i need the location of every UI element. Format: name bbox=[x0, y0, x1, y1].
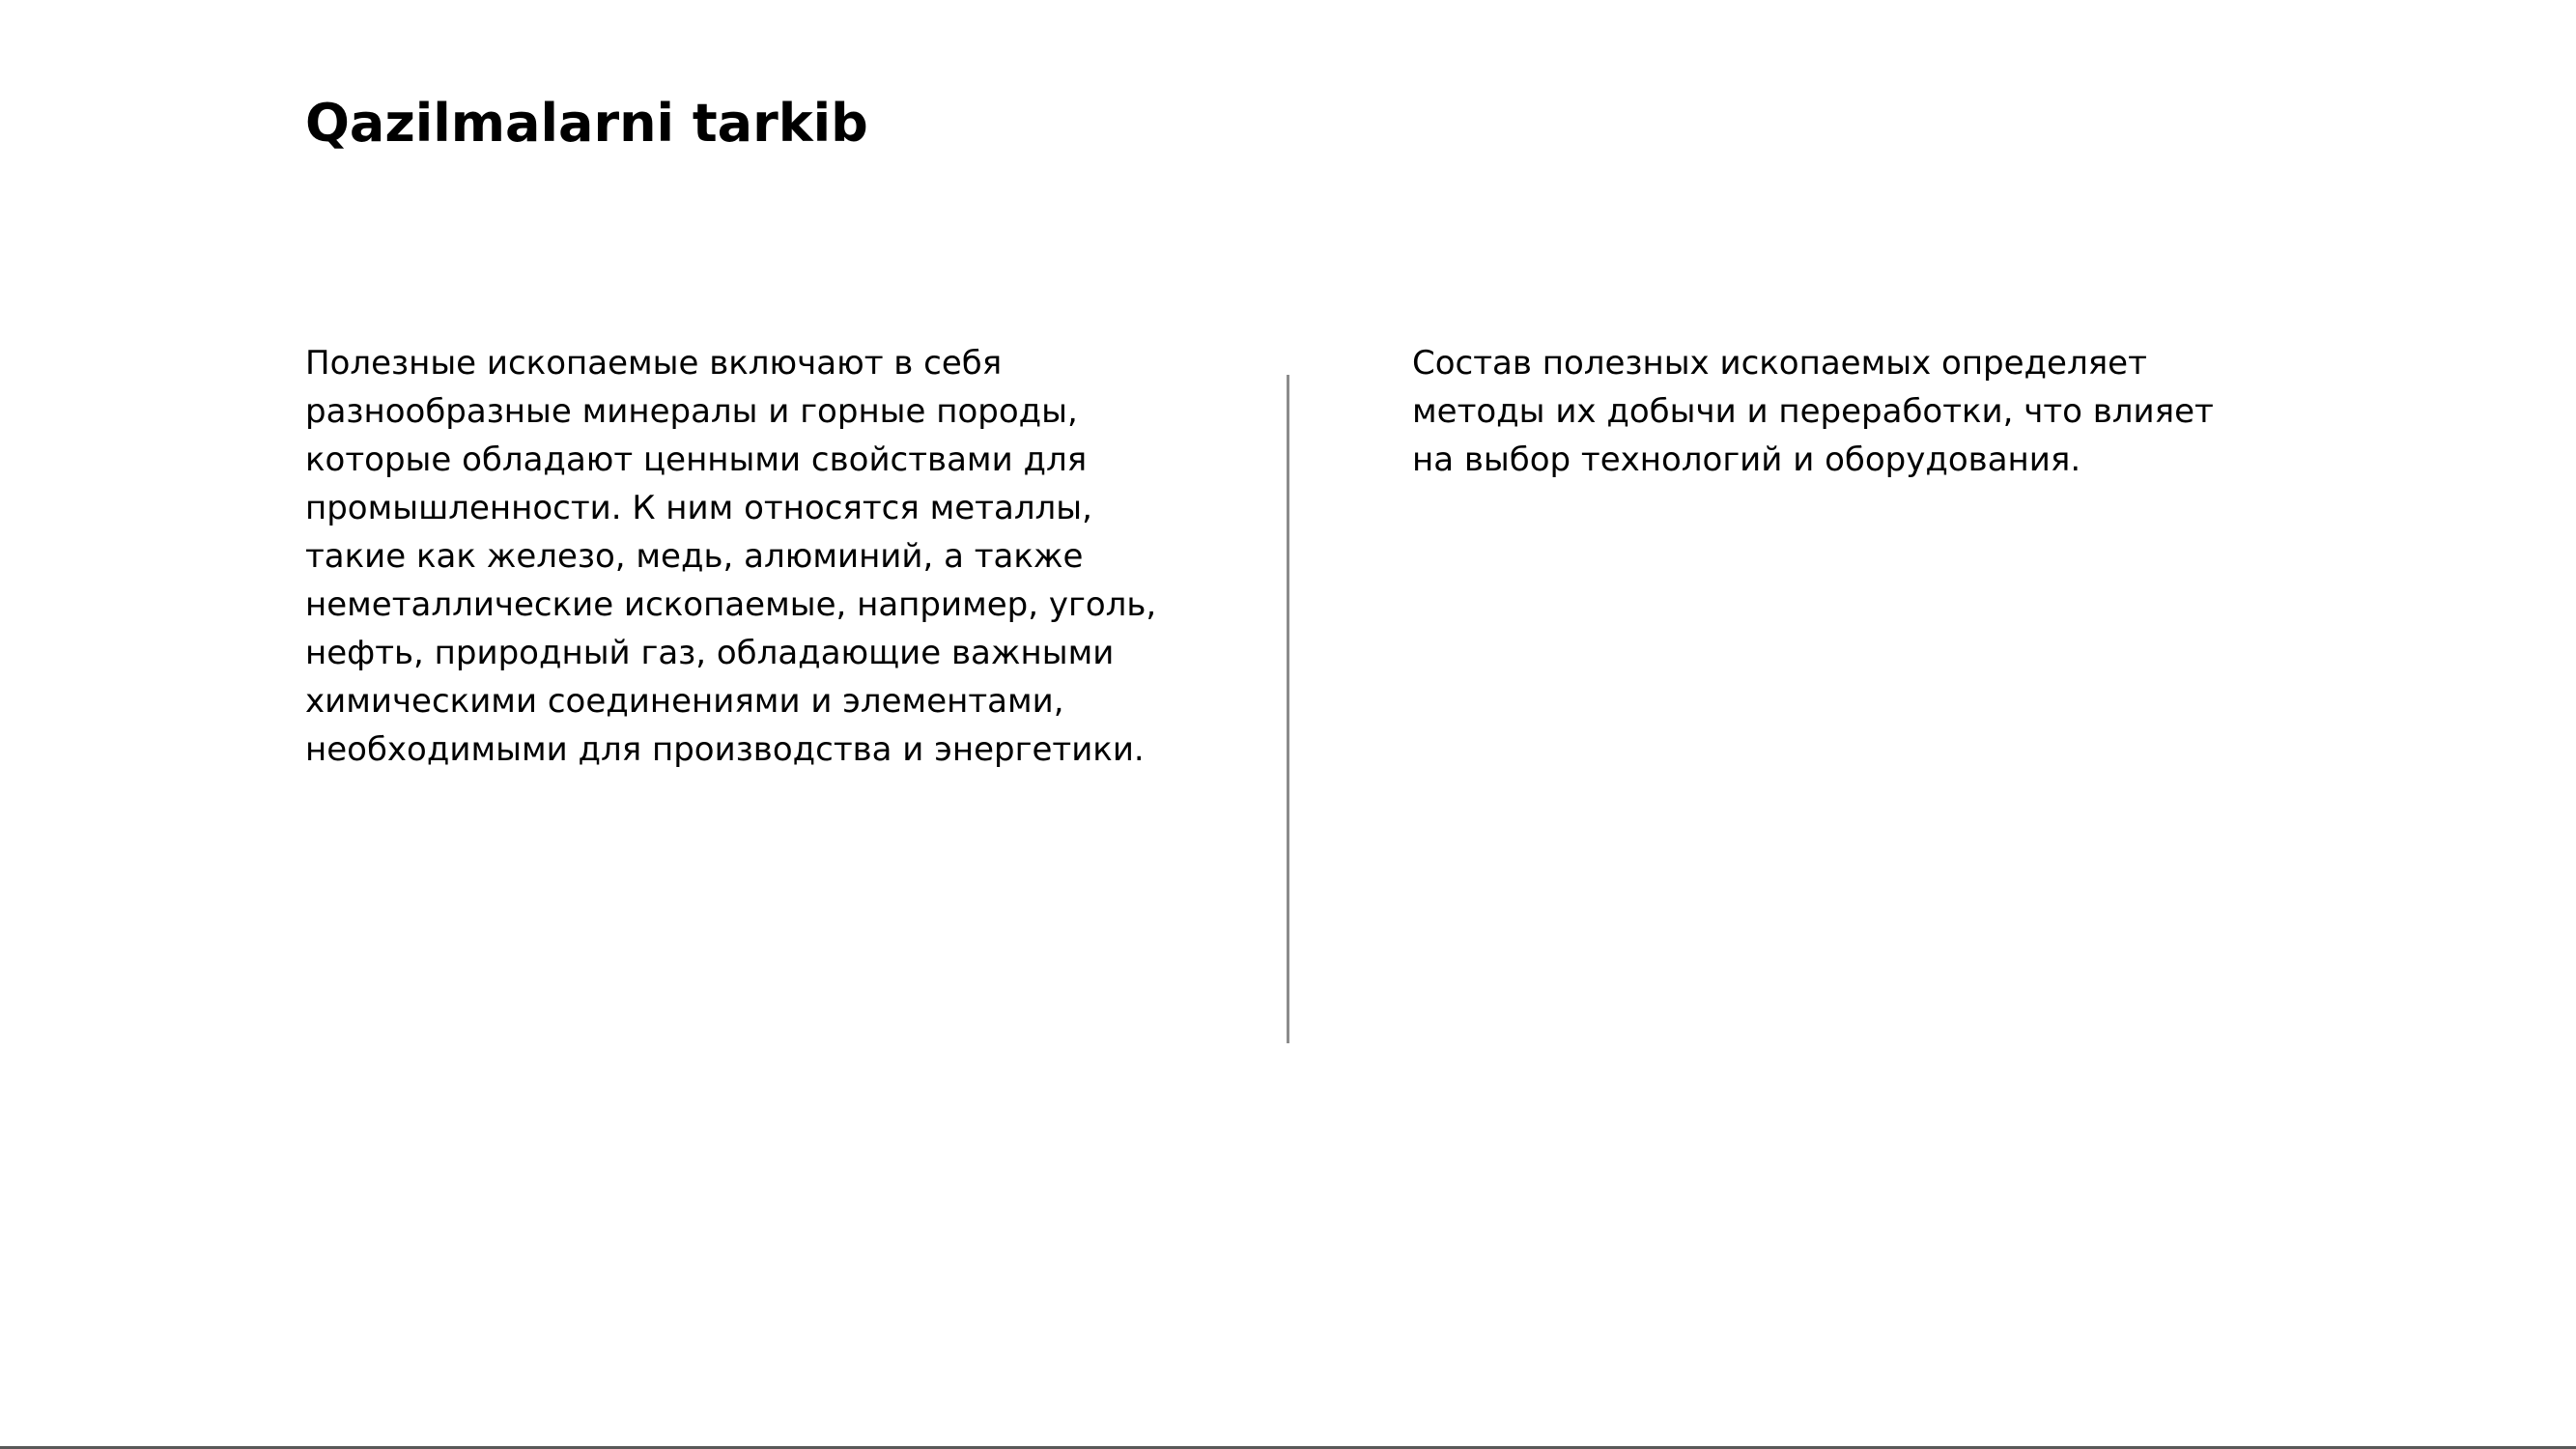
text-line: на выбор технологий и оборудования. bbox=[1412, 440, 2081, 479]
text-line: необходимыми для производства и энергетики. bbox=[305, 730, 1145, 769]
text-line: нефть, природный газ, обладающие важными bbox=[305, 634, 1115, 672]
text-line: промышленности. К ним относятся металлы, bbox=[305, 489, 1092, 527]
text-line: Полезные ископаемые включают в себя bbox=[305, 344, 1003, 383]
right-column-text bbox=[1412, 339, 2281, 484]
text-line: методы их добычи и переработки, что влияет bbox=[1412, 392, 2214, 431]
text-line: неметаллические ископаемые, например, уголь, bbox=[305, 585, 1157, 624]
left-column-text bbox=[305, 339, 1175, 774]
slide-title: Qazilmalarni tarkib bbox=[305, 93, 868, 154]
text-line: химическими соединениями и элементами, bbox=[305, 682, 1064, 721]
text-line: разнообразные минералы и горные породы, bbox=[305, 392, 1078, 431]
text-line: которые обладают ценными свойствами для bbox=[305, 440, 1088, 479]
text-line: Состав полезных ископаемых определяет bbox=[1412, 344, 2147, 383]
column-divider bbox=[1287, 375, 1289, 1043]
text-line: такие как железо, медь, алюминий, а также bbox=[305, 537, 1084, 576]
